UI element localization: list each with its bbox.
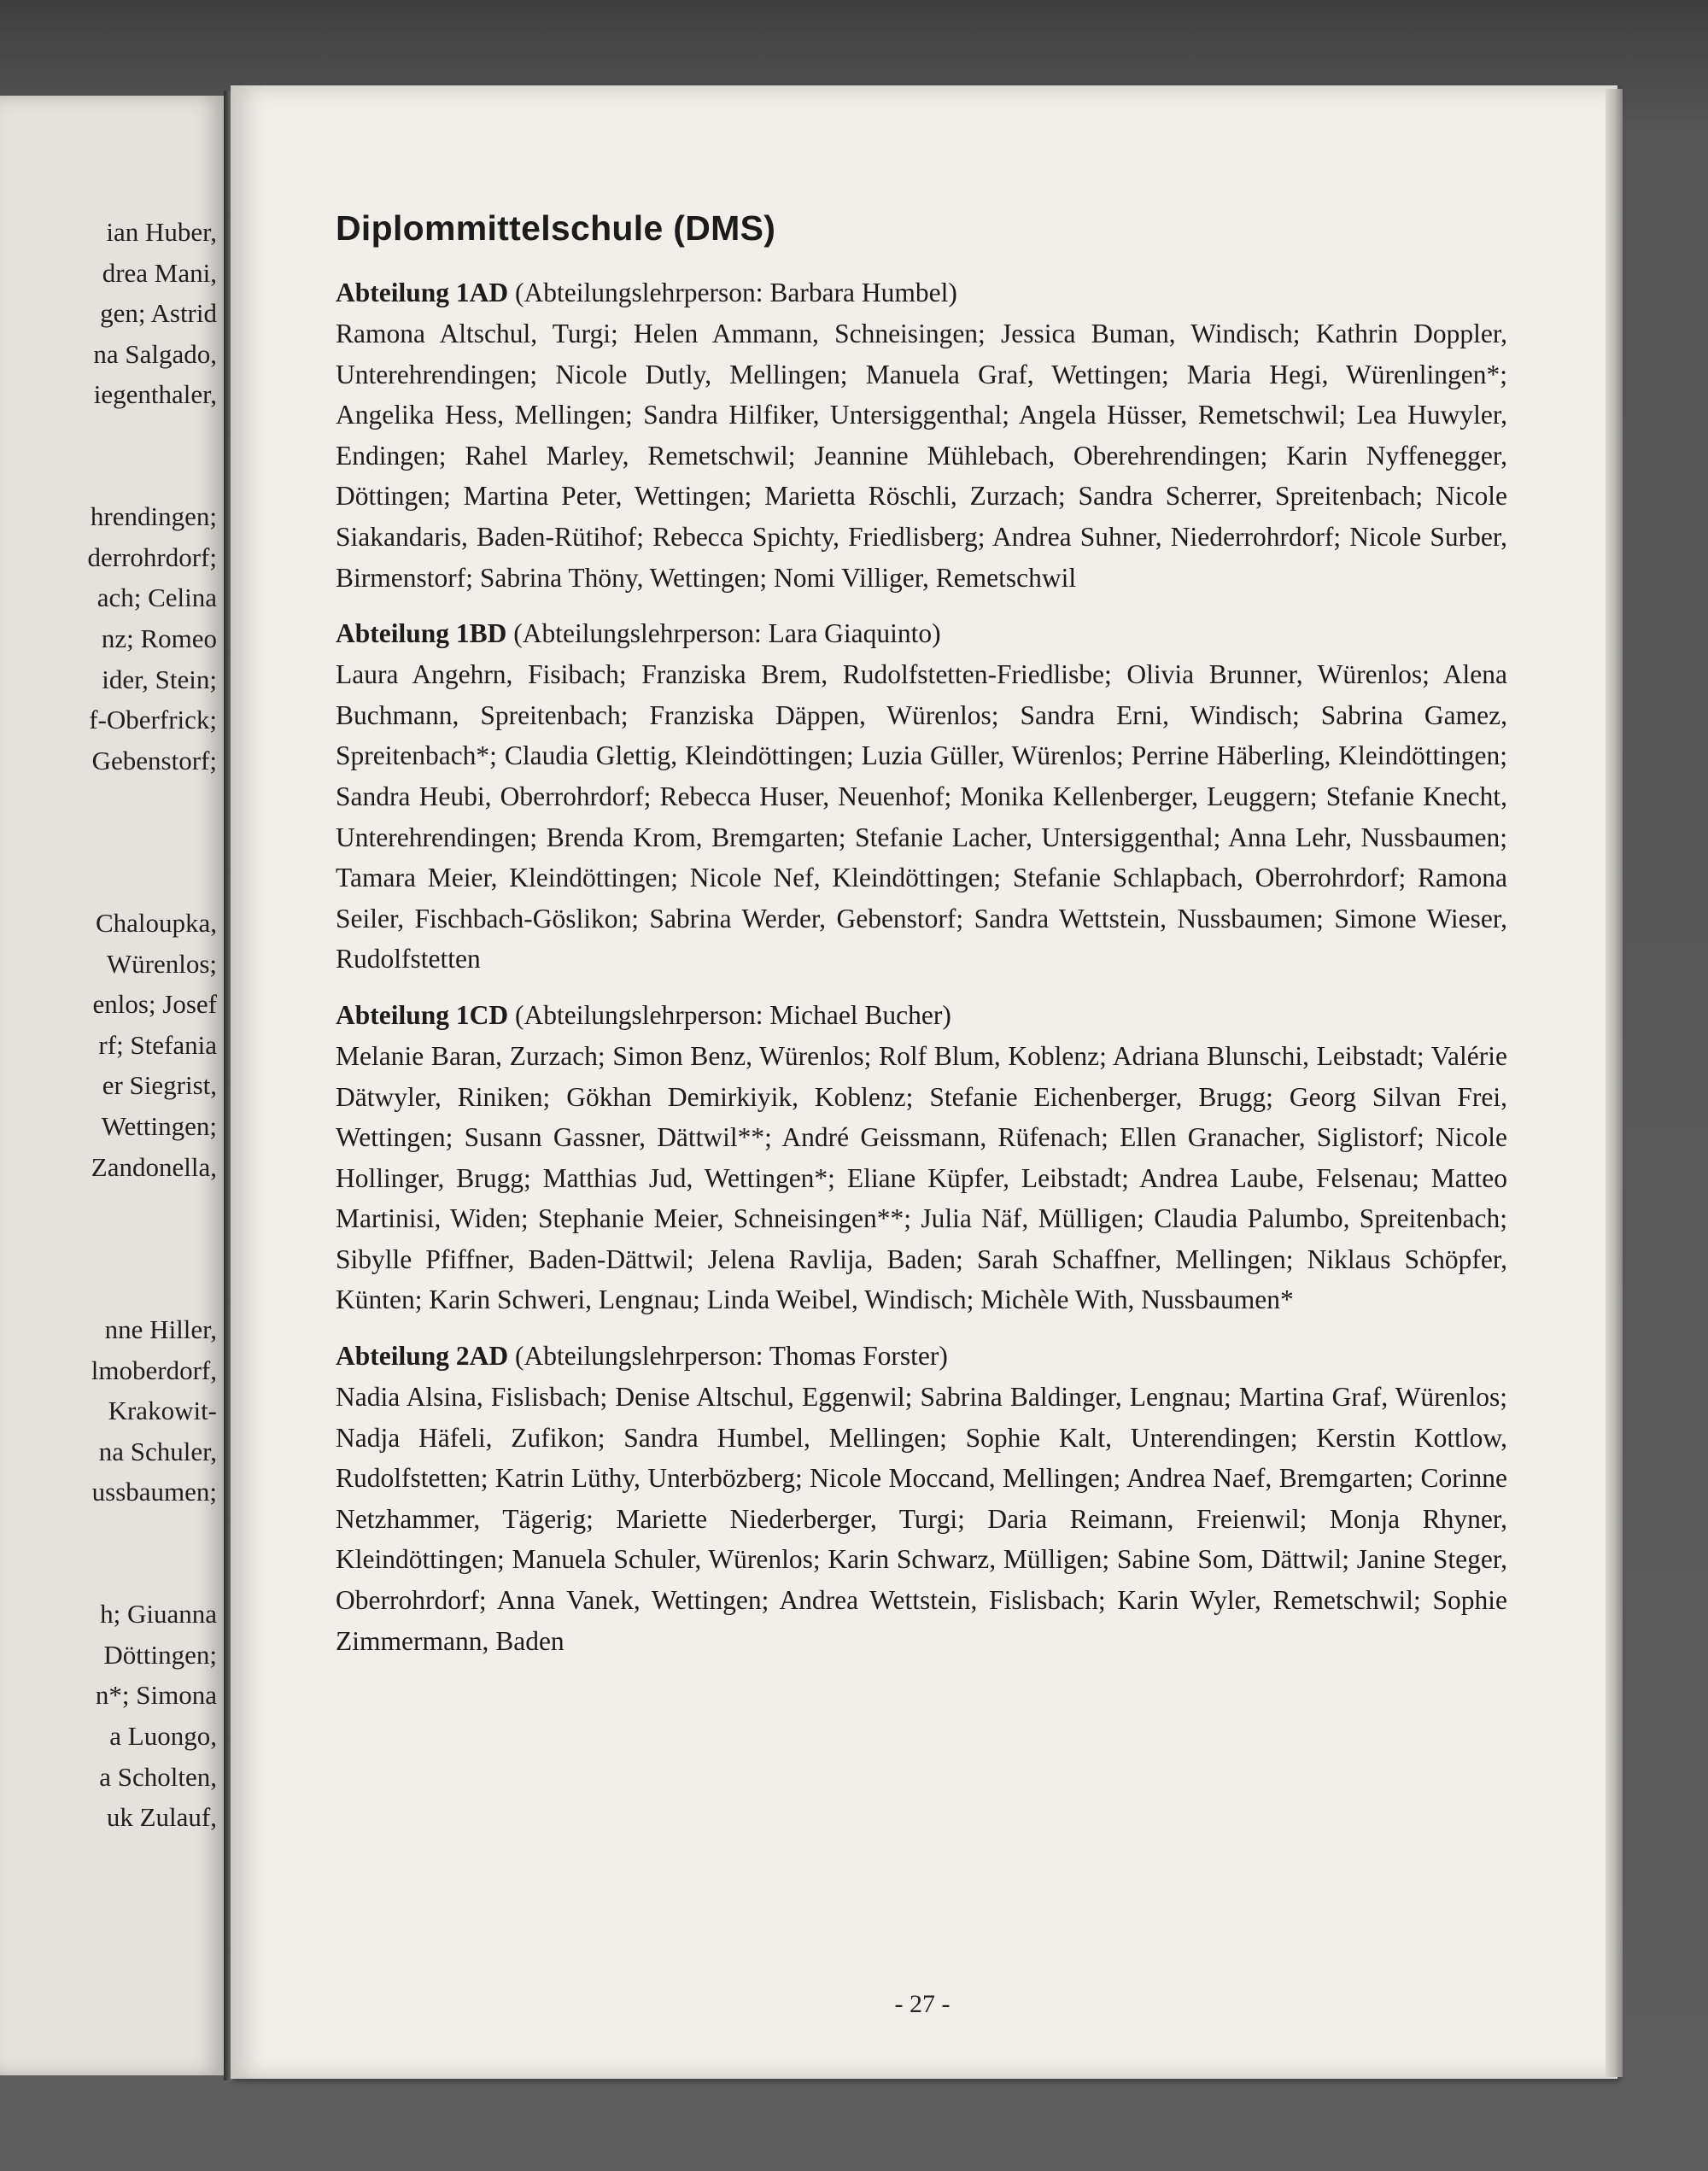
section-2ad [336, 1336, 1507, 1661]
section-name: Abteilung 2AD [336, 1341, 509, 1372]
facing-page-line: rf; Stefania [98, 1029, 217, 1060]
section-teacher: (Abteilungslehrperson: Michael Bucher) [515, 999, 951, 1030]
section-teacher: (Abteilungslehrperson: Barbara Humbel) [515, 278, 957, 307]
facing-page-line: hrendingen; [90, 501, 217, 532]
facing-page-line: nz; Romeo [101, 623, 217, 653]
section-heading [336, 995, 1507, 1036]
section-teacher: (Abteilungslehrperson: Lara Giaquinto) [513, 618, 941, 649]
facing-page-line [3, 415, 217, 456]
section-name: Abteilung 1CD [336, 999, 509, 1030]
facing-page-line: gen; Astrid [100, 298, 217, 329]
page-edge [1606, 89, 1623, 2077]
facing-page-line: lmoberdorf, [91, 1355, 217, 1385]
section-heading [336, 272, 1507, 313]
facing-page-line: Würenlos; [106, 948, 217, 979]
facing-page-line: iegenthaler, [93, 379, 217, 410]
facing-page-line: h; Giuanna [100, 1599, 217, 1630]
facing-page-line: ach; Celina [97, 582, 217, 613]
facing-page-line: enlos; Josef [92, 989, 217, 1020]
student-list: Laura Angehrn, Fisibach; Franziska Brem, Rudolfstetten-Friedlisbe; Olivia Brunner, Würenlos; Alena Buchmann, Spreitenbach; Franziska Däppen, Würenlos; Sandra Erni, Windisch; Sabrina Gamez, Spreitenbach*; Claudia Glettig, Kleindöttingen; Luzia Güller, Würenlos; Perrine Häberling, Kleindöttingen; Sandra Heubi, Oberrohrdorf; Rebecca Huser, Neuenhof; Monika Kellenberger, Leuggern; Stefanie Knecht, Unterehrendingen; Brenda Krom, Bremgarten; Stefanie Lacher, Untersiggenthal; Anna Lehr, Nussbaumen; Tamara Meier, Kleindöttingen; Nicole Nef, Kleindöttingen; Stefanie Schlapbach, Oberrohrdorf; Ramona Seiler, Fischbach-Göslikon; Sabrina Werder, Gebenstorf; Sandra Wettstein, Nussbaumen; Simone Wieser, Rudolfstetten [336, 659, 1507, 974]
facing-page-line [3, 1228, 217, 1269]
facing-page-line: nne Hiller, [104, 1314, 217, 1345]
facing-page-text [3, 212, 217, 1838]
facing-page-line [3, 1268, 217, 1309]
section-name: Abteilung 1AD [336, 278, 509, 307]
facing-page-line: derrohrdorf; [87, 541, 217, 572]
facing-page-line: n*; Simona [95, 1680, 217, 1711]
facing-page-line: Gebenstorf; [91, 745, 217, 775]
section-1cd [336, 995, 1507, 1320]
facing-page-line: ussbaumen; [91, 1477, 217, 1507]
facing-page-line: na Schuler, [98, 1436, 217, 1466]
facing-page-line: na Salgado, [93, 338, 217, 369]
section-heading [336, 1336, 1507, 1377]
facing-page-line: ian Huber, [106, 217, 217, 247]
facing-page-left [0, 96, 224, 2075]
facing-page-line: Chaloupka, [95, 908, 217, 939]
facing-page-line [3, 1554, 217, 1595]
section-1bd [336, 613, 1507, 980]
facing-page-line: Wettingen; [101, 1111, 217, 1142]
facing-page-line: Zandonella, [91, 1151, 217, 1182]
facing-page-line [3, 1187, 217, 1228]
student-list: Melanie Baran, Zurzach; Simon Benz, Würenlos; Rolf Blum, Koblenz; Adriana Blunschi, Leibstadt; Valérie Dätwyler, Riniken; Gökhan Demirkiyik, Koblenz; Stefanie Eichenberger, Brugg; Georg Silvan Frei, Wettingen; Susann Gassner, Dättwil**; André Geissmann, Rüfenach; Ellen Granacher, Siglistorf; Nicole Hollinger, Brugg; Matthias Jud, Wettingen*; Eliane Küpfer, Leibstadt; Andrea Laube, Felsenau; Matteo Martinisi, Widen; Stephanie Meier, Schneisingen**; Julia Näf, Mülligen; Claudia Palumbo, Spreitenbach; Sibylle Pfiffner, Baden-Dättwil; Jelena Ravlija, Baden; Sarah Schaffner, Mellingen; Niklaus Schöpfer, Künten; Karin Schweri, Lengnau; Linda Weibel, Windisch; Michèle With, Nussbaumen* [336, 1040, 1507, 1315]
facing-page-line: a Luongo, [109, 1720, 217, 1751]
facing-page-line: er Siegrist, [102, 1070, 217, 1101]
section-name: Abteilung 1BD [336, 618, 507, 649]
document-title: Diplommittelschule (DMS) [336, 208, 776, 248]
facing-page-line [3, 822, 217, 863]
student-list: Ramona Altschul, Turgi; Helen Ammann, Schneisingen; Jessica Buman, Windisch; Kathrin Doppler, Unterehrendingen; Nicole Dutly, Mellingen; Manuela Graf, Wettingen; Maria Hegi, Würenlingen*; Angelika Hess, Mellingen; Sandra Hilfiker, Untersiggenthal; Angela Hüsser, Remetschwil; Lea Huwyler, Endingen; Rahel Marley, Remetschwil; Jeannine Mühlebach, Oberehrendingen; Karin Nyffenegger, Döttingen; Martina Peter, Wettingen; Marietta Röschli, Zurzach; Sandra Scherrer, Spreitenbach; Nicole Siakandaris, Baden-Rütihof; Rebecca Spichty, Friedlisberg; Andrea Suhner, Niederrohrdorf; Nicole Surber, Birmenstorf; Sabrina Thöny, Wettingen; Nomi Villiger, Remetschwil [336, 319, 1507, 593]
facing-page-line [3, 456, 217, 497]
facing-page-line [3, 1513, 217, 1554]
facing-page-line: uk Zulauf, [106, 1802, 217, 1833]
facing-page-line [3, 863, 217, 904]
facing-page-line [3, 781, 217, 822]
page-number: - 27 - [894, 1990, 951, 2018]
facing-page-line: Krakowit- [108, 1396, 217, 1426]
facing-page-line: ider, Stein; [102, 664, 217, 694]
section-1ad [336, 272, 1507, 598]
facing-page-line: a Scholten, [99, 1761, 217, 1792]
student-list: Nadia Alsina, Fislisbach; Denise Altschul, Eggenwil; Sabrina Baldinger, Lengnau; Martina Graf, Würenlos; Nadja Häfeli, Zufikon; Sandra Humbel, Mellingen; Sophie Kalt, Unterendingen; Kerstin Kottlow, Rudolfstetten; Katrin Lüthy, Unterbözberg; Nicole Moccand, Mellingen; Andrea Naef, Bremgarten; Corinne Netzhammer, Tägerig; Mariette Niederberger, Turgi; Daria Reimann, Freienwil; Monja Rhyner, Kleindöttingen; Manuela Schuler, Würenlos; Karin Schwarz, Mülligen; Sabine Som, Dättwil; Janine Steger, Oberrohrdorf; Anna Vanek, Wettingen; Andrea Wettstein, Fislisbach; Karin Wyler, Remetschwil; Sophie Zimmermann, Baden [336, 1382, 1507, 1656]
facing-page-line: f-Oberfrick; [89, 705, 217, 735]
section-teacher: (Abteilungslehrperson: Thomas Forster) [515, 1341, 948, 1372]
page-content [336, 208, 1507, 1677]
facing-page-line: drea Mani, [102, 257, 217, 288]
facing-page-line: Döttingen; [103, 1639, 217, 1670]
section-heading [336, 613, 1507, 654]
